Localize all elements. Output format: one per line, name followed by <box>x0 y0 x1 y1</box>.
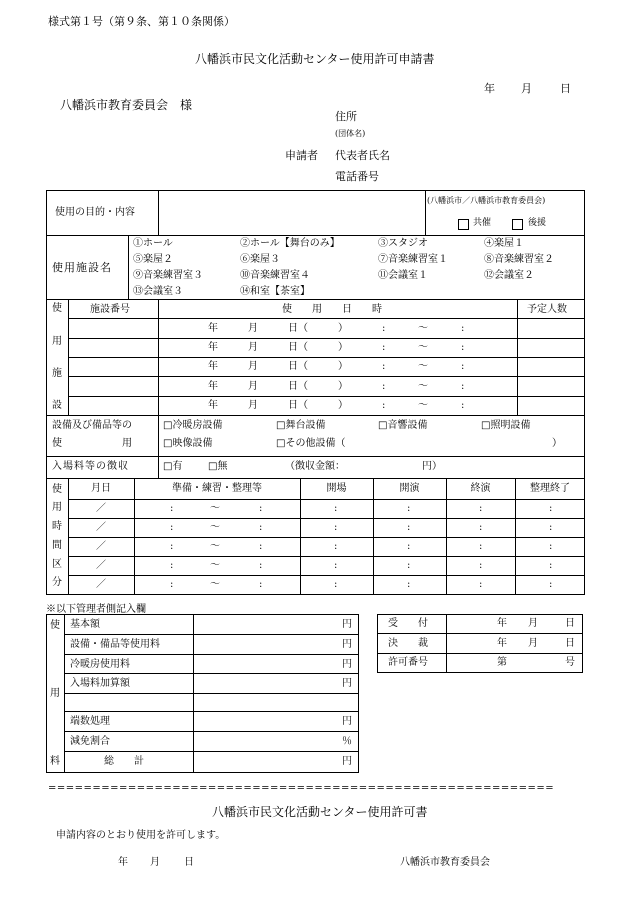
permit-year: 年 <box>118 857 128 868</box>
time-row-colon: : <box>407 503 411 514</box>
usage-side-4: 設 <box>52 400 62 411</box>
usage-row-day: 日（ <box>288 400 308 411</box>
receipt-label: 決 裁 <box>388 638 428 649</box>
time-row-slash: ／ <box>96 541 106 552</box>
form-title: 八幡浜市民文化活動センター使用許可申請書 <box>195 52 435 66</box>
usage-row-day: 日（ <box>288 361 308 372</box>
time-row-slash: ／ <box>96 579 106 590</box>
receipt-value: 日 <box>565 618 575 629</box>
date-month: 月 <box>521 82 532 95</box>
charge-unit: 円 <box>342 659 352 670</box>
fee-no-checkbox[interactable]: □無 <box>208 461 228 472</box>
facility-1: ①ホール <box>133 238 173 249</box>
time-row-colon: : <box>549 560 553 571</box>
time-row-colon: : <box>170 522 174 533</box>
usage-row-month: 月 <box>248 342 258 353</box>
permit-title: 八幡浜市民文化活動センター使用許可書 <box>212 805 428 819</box>
facility-8: ⑧音楽練習室２ <box>484 254 554 265</box>
time-side-2: 用 <box>52 502 62 513</box>
time-row-colon: : <box>334 541 338 552</box>
receipt-value: 年 <box>497 638 507 649</box>
time-side-5: 区 <box>52 559 62 570</box>
fee-yen: 円） <box>422 461 442 472</box>
usage-row-year: 年 <box>208 361 218 372</box>
time-row-colon: : <box>334 522 338 533</box>
time-row-colon: : <box>170 503 174 514</box>
usage-row-month: 月 <box>248 361 258 372</box>
time-row-colon: : <box>479 579 483 590</box>
time-row-colon: : <box>549 579 553 590</box>
usage-row-colon: : <box>461 323 465 334</box>
facility-5: ⑤楽屋２ <box>133 254 173 265</box>
receipt-value: 年 <box>497 618 507 629</box>
facility-9: ⑨音楽練習室３ <box>133 270 203 281</box>
usage-side-1: 使 <box>52 303 62 314</box>
equip-stage-checkbox[interactable]: □舞台設備 <box>276 420 326 431</box>
charge-label: 入場料加算額 <box>70 678 130 689</box>
usage-row-close: ） <box>338 323 348 334</box>
equip-aircon-checkbox[interactable]: □冷暖房設備 <box>163 420 223 431</box>
usage-datetime-header: 使 用 日 時 <box>282 304 382 315</box>
usage-row-year: 年 <box>208 342 218 353</box>
facility-10: ⑩音楽練習室４ <box>240 270 310 281</box>
usage-row-month: 月 <box>248 323 258 334</box>
date-year: 年 <box>484 82 495 95</box>
facility-2: ②ホール【舞台のみ】 <box>240 238 340 249</box>
charges-side-2: 用 <box>50 688 60 699</box>
facility-12: ⑫会議室２ <box>484 270 534 281</box>
time-header-prep: 準備・練習・整理等 <box>172 483 262 494</box>
usage-row-colon: : <box>382 400 386 411</box>
applicant-address-label: 住所 <box>335 110 357 123</box>
time-row-colon: : <box>407 541 411 552</box>
usage-row-month: 月 <box>248 381 258 392</box>
applicant-org-label: (団体名) <box>335 129 366 138</box>
koen-checkbox[interactable] <box>512 219 523 230</box>
usage-row-close: ） <box>338 381 348 392</box>
time-row-tilde: ～ <box>210 560 220 571</box>
charge-label: 基本額 <box>70 619 100 630</box>
time-row-colon: : <box>259 579 263 590</box>
facility-6: ⑥楽屋３ <box>240 254 280 265</box>
admin-note: ※以下管理者側記入欄 <box>46 604 146 615</box>
facility-14: ⑭和室【茶室】 <box>240 286 310 297</box>
charges-side-3: 料 <box>50 756 60 767</box>
usage-row-month: 月 <box>248 400 258 411</box>
usage-row-colon: : <box>382 342 386 353</box>
kyosai-label: 共催 <box>473 218 492 228</box>
usage-row-colon: : <box>461 400 465 411</box>
charge-unit: ％ <box>342 736 352 747</box>
usage-row-colon: : <box>382 361 386 372</box>
time-row-colon: : <box>549 541 553 552</box>
usage-row-colon: : <box>461 381 465 392</box>
usage-row-close: ） <box>338 342 348 353</box>
time-row-colon: : <box>479 560 483 571</box>
usage-row-colon: : <box>461 342 465 353</box>
facility-11: ⑪会議室１ <box>378 270 428 281</box>
usage-row-day: 日（ <box>288 342 308 353</box>
usage-row-year: 年 <box>208 381 218 392</box>
time-row-colon: : <box>334 560 338 571</box>
usage-row-colon: : <box>382 381 386 392</box>
time-row-colon: : <box>170 579 174 590</box>
usage-number-header: 施設番号 <box>90 304 130 315</box>
charge-unit: 円 <box>342 639 352 650</box>
facility-3: ③スタジオ <box>378 238 428 249</box>
equip-sound-checkbox[interactable]: □音響設備 <box>378 420 428 431</box>
facilities-label: 使用施設名 <box>52 261 112 274</box>
permit-day: 日 <box>184 857 194 868</box>
date-day: 日 <box>560 82 571 95</box>
time-row-colon: : <box>170 541 174 552</box>
facility-13: ⑬会議室３ <box>133 286 183 297</box>
permit-text: 申請内容のとおり使用を許可します。 <box>56 830 226 841</box>
time-header-date: 月日 <box>91 483 111 494</box>
time-side-4: 間 <box>52 540 62 551</box>
charges-side-1: 使 <box>50 620 60 631</box>
fee-yes-checkbox[interactable]: □有 <box>163 461 183 472</box>
charge-label: 端数処理 <box>70 716 110 727</box>
applicant-label: 申請者 <box>285 149 318 162</box>
usage-row-close: ） <box>338 400 348 411</box>
charge-total-label: 総 計 <box>104 756 144 767</box>
charge-unit: 円 <box>342 716 352 727</box>
charge-label: 設備・備品等使用料 <box>70 639 160 650</box>
purpose-note: (八幡浜市／八幡浜市教育委員会) <box>427 196 546 205</box>
usage-row-colon: : <box>382 323 386 334</box>
time-row-colon: : <box>549 522 553 533</box>
time-row-colon: : <box>407 560 411 571</box>
time-side-6: 分 <box>52 577 62 588</box>
purpose-label: 使用の目的・内容 <box>55 207 135 218</box>
separator: ========================================================= <box>48 784 555 794</box>
applicant-rep-label: 代表者氏名 <box>335 149 390 162</box>
usage-row-colon: : <box>461 361 465 372</box>
time-row-colon: : <box>170 560 174 571</box>
form-number: 様式第１号（第９条、第１０条関係） <box>48 15 235 28</box>
equipment-label-2: 使 用 <box>52 438 132 449</box>
time-row-colon: : <box>259 522 263 533</box>
time-row-slash: ／ <box>96 503 106 514</box>
time-row-tilde: ～ <box>210 541 220 552</box>
usage-row-tilde: ～ <box>418 381 428 392</box>
usage-row-year: 年 <box>208 323 218 334</box>
time-row-tilde: ～ <box>210 503 220 514</box>
permit-issuer: 八幡浜市教育委員会 <box>400 857 490 868</box>
time-row-colon: : <box>407 522 411 533</box>
usage-row-year: 年 <box>208 400 218 411</box>
time-header-start: 開演 <box>399 483 420 494</box>
usage-row-close: ） <box>338 361 348 372</box>
kyosai-checkbox[interactable] <box>458 219 469 230</box>
time-row-colon: : <box>479 522 483 533</box>
equip-video-checkbox[interactable]: □映像設備 <box>163 438 213 449</box>
receipt-value: 号 <box>565 657 575 668</box>
charge-unit: 円 <box>342 756 352 767</box>
application-table <box>46 190 585 595</box>
time-row-colon: : <box>407 579 411 590</box>
applicant-phone-label: 電話番号 <box>335 170 379 183</box>
time-side-3: 時 <box>52 521 62 532</box>
time-row-colon: : <box>334 503 338 514</box>
usage-row-day: 日（ <box>288 381 308 392</box>
time-row-slash: ／ <box>96 522 106 533</box>
time-row-colon: : <box>479 541 483 552</box>
usage-side-3: 施 <box>52 368 62 379</box>
usage-side-2: 用 <box>52 336 62 347</box>
time-row-colon: : <box>549 503 553 514</box>
equip-other-close: ） <box>552 438 562 449</box>
charge-label: 冷暖房使用料 <box>70 659 130 670</box>
usage-row-day: 日（ <box>288 323 308 334</box>
equip-lighting-checkbox[interactable]: □照明設備 <box>481 420 531 431</box>
koen-label: 後援 <box>528 218 547 228</box>
usage-row-tilde: ～ <box>418 342 428 353</box>
equipment-label-1: 設備及び備品等の <box>52 420 132 431</box>
equip-other-checkbox[interactable]: □その他設備（ <box>276 438 346 449</box>
receipt-label: 受 付 <box>388 618 428 629</box>
time-row-tilde: ～ <box>210 579 220 590</box>
fee-label: 入場料等の徴収 <box>52 461 129 472</box>
permit-month: 月 <box>150 857 160 868</box>
time-row-colon: : <box>479 503 483 514</box>
time-row-colon: : <box>259 503 263 514</box>
receipt-value: 日 <box>565 638 575 649</box>
receipt-value: 月 <box>528 638 538 649</box>
receipt-label: 許可番号 <box>388 657 428 668</box>
usage-row-tilde: ～ <box>418 400 428 411</box>
time-row-colon: : <box>259 541 263 552</box>
usage-row-tilde: ～ <box>418 323 428 334</box>
time-row-slash: ／ <box>96 560 106 571</box>
time-side-1: 使 <box>52 484 62 495</box>
usage-count-header: 予定人数 <box>527 304 567 315</box>
time-header-cleanup: 整理終了 <box>530 483 570 494</box>
receipt-value: 月 <box>528 618 538 629</box>
receipt-value: 第 <box>497 657 507 668</box>
time-row-colon: : <box>259 560 263 571</box>
time-row-colon: : <box>334 579 338 590</box>
fee-amount-label: （徴収金額： <box>285 461 345 472</box>
time-row-tilde: ～ <box>210 522 220 533</box>
charge-unit: 円 <box>342 619 352 630</box>
time-header-open: 開場 <box>326 483 347 494</box>
charge-unit: 円 <box>342 678 352 689</box>
facility-4: ④楽屋１ <box>484 238 524 249</box>
charge-label: 減免割合 <box>70 736 110 747</box>
addressee: 八幡浜市教育委員会 様 <box>60 98 193 112</box>
usage-row-tilde: ～ <box>418 361 428 372</box>
time-header-end: 終演 <box>470 483 491 494</box>
facility-7: ⑦音楽練習室１ <box>378 254 448 265</box>
